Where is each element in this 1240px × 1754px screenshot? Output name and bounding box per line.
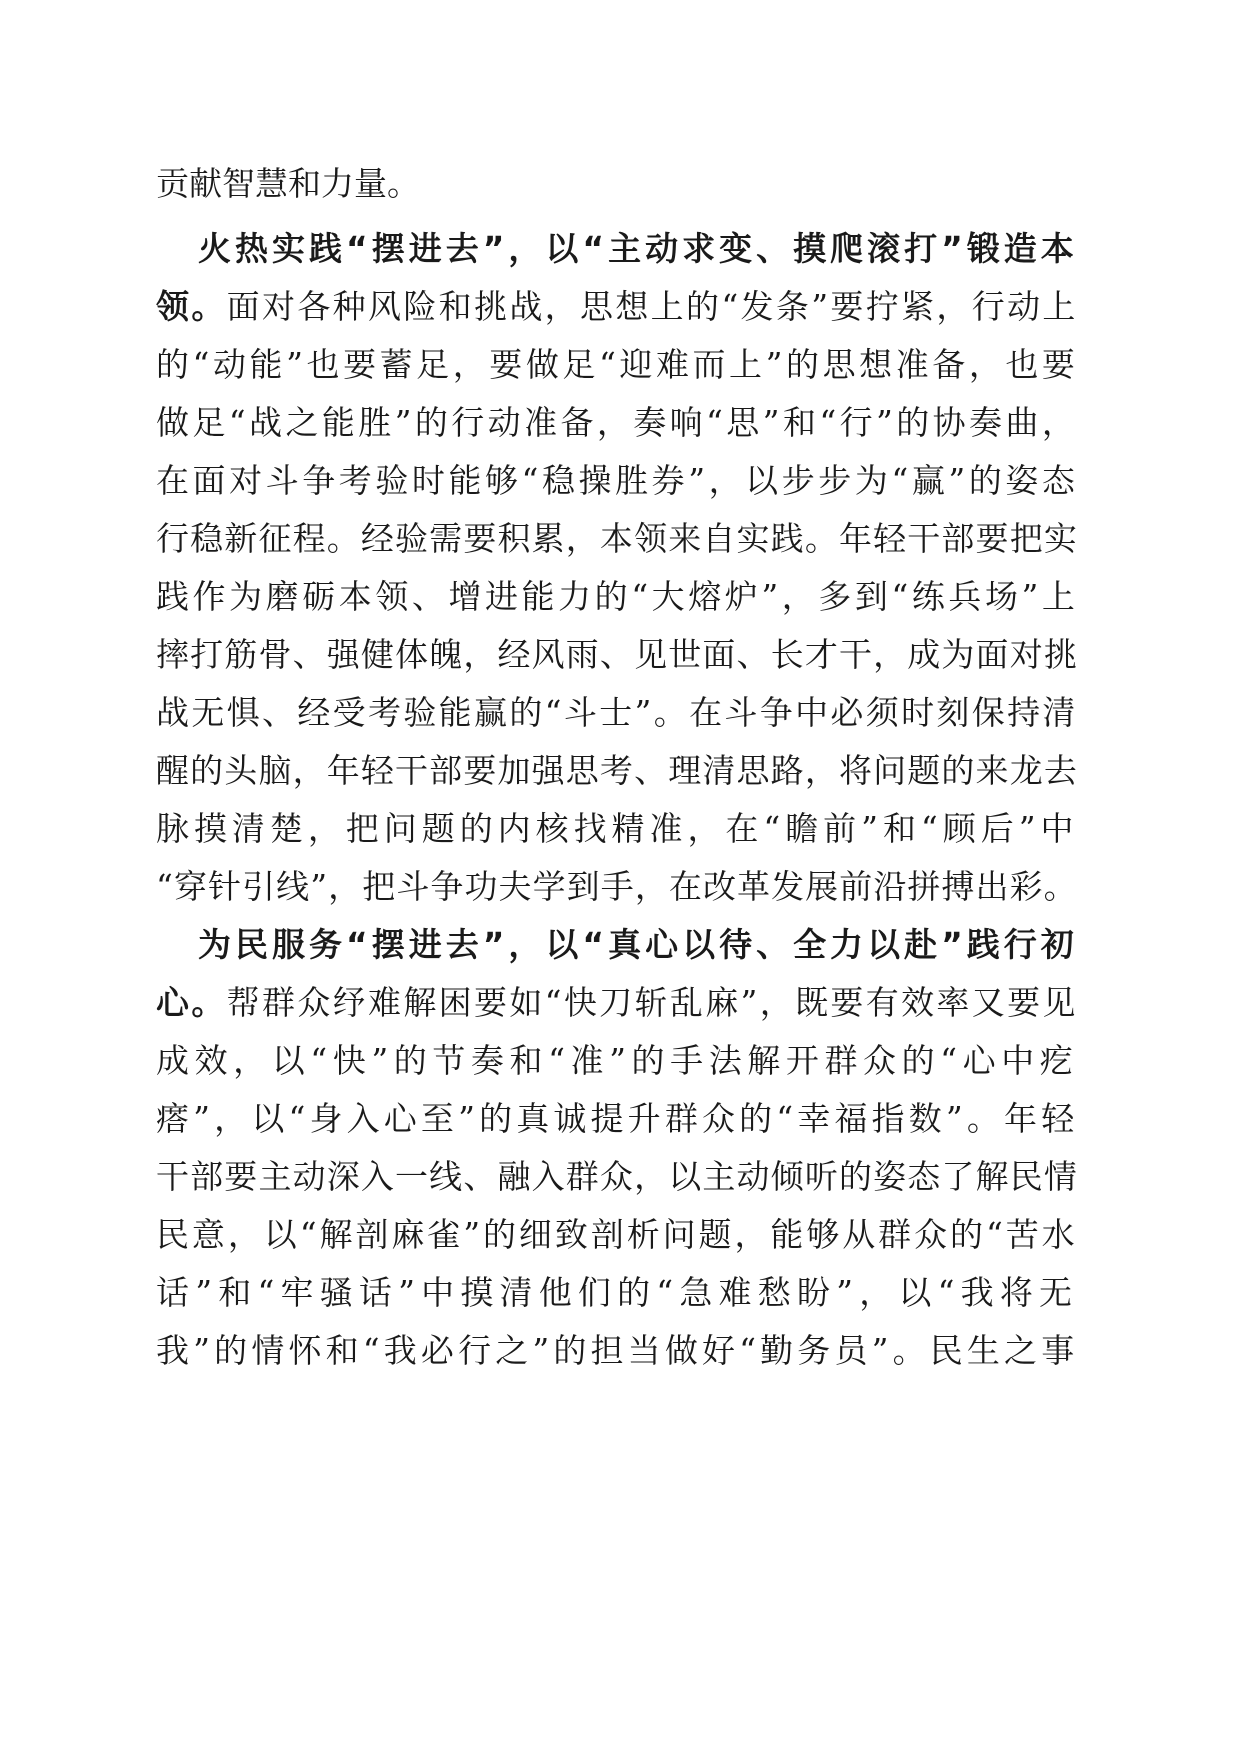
paragraph-line: 成效，以“快”的节奏和“准”的手法解开群众的“心中疙	[156, 1041, 1079, 1080]
heading-tail: 领。	[156, 287, 227, 326]
paragraph-line: 摔打筋骨、强健体魄，经风雨、见世面、长才干，成为面对挑	[156, 635, 1078, 674]
section-heading-practice: 火热实践“摆进去”，以“主动求变、摸爬滚打”锻造本	[198, 229, 1078, 268]
paragraph-line: 脉摸清楚，把问题的内核找精准，在“瞻前”和“顾后”中	[156, 809, 1079, 848]
paragraph-line: 干部要主动深入一线、融入群众，以主动倾听的姿态了解民情	[156, 1157, 1078, 1196]
paragraph-line: 醒的头脑，年轻干部要加强思考、理清思路，将问题的来龙去	[156, 751, 1078, 790]
paragraph-line: 在面对斗争考验时能够“稳操胜券”，以步步为“赢”的姿态	[156, 461, 1079, 500]
paragraph-line	[156, 287, 1078, 327]
paragraph-line: 做足“战之能胜”的行动准备，奏响“思”和“行”的协奏曲，	[156, 403, 1079, 442]
paragraph-text: 帮群众纾难解困要如“快刀斩乱麻”，既要有效率又要见	[226, 983, 1078, 1022]
paragraph-line: 瘩”，以“身入心至”的真诚提升群众的“幸福指数”。年轻	[156, 1099, 1079, 1138]
section-heading-service: 为民服务“摆进去”，以“真心以待、全力以赴”践行初	[198, 925, 1078, 964]
paragraph-line: “穿针引线”，把斗争功夫学到手，在改革发展前沿拼搏出彩。	[156, 867, 1078, 906]
paragraph-line: 行稳新征程。经验需要积累，本领来自实践。年轻干部要把实	[156, 519, 1078, 558]
paragraph-text: 面对各种风险和挑战，思想上的“发条”要拧紧，行动上	[226, 287, 1078, 326]
paragraph-line: 战无惧、经受考验能赢的“斗士”。在斗争中必须时刻保持清	[156, 693, 1078, 732]
paragraph-line: 话”和“牢骚话”中摸清他们的“急难愁盼”，以“我将无	[156, 1273, 1079, 1312]
paragraph-line: 贡献智慧和力量。	[156, 164, 420, 203]
paragraph-line: 我”的情怀和“我必行之”的担当做好“勤务员”。民生之事	[156, 1331, 1079, 1370]
paragraph-line	[156, 983, 1078, 1023]
paragraph-line: 的“动能”也要蓄足，要做足“迎难而上”的思想准备，也要	[156, 345, 1079, 384]
paragraph-line: 践作为磨砺本领、增进能力的“大熔炉”，多到“练兵场”上	[156, 577, 1079, 616]
paragraph-line: 民意，以“解剖麻雀”的细致剖析问题，能够从群众的“苦水	[156, 1215, 1078, 1254]
heading-tail: 心。	[156, 983, 227, 1022]
